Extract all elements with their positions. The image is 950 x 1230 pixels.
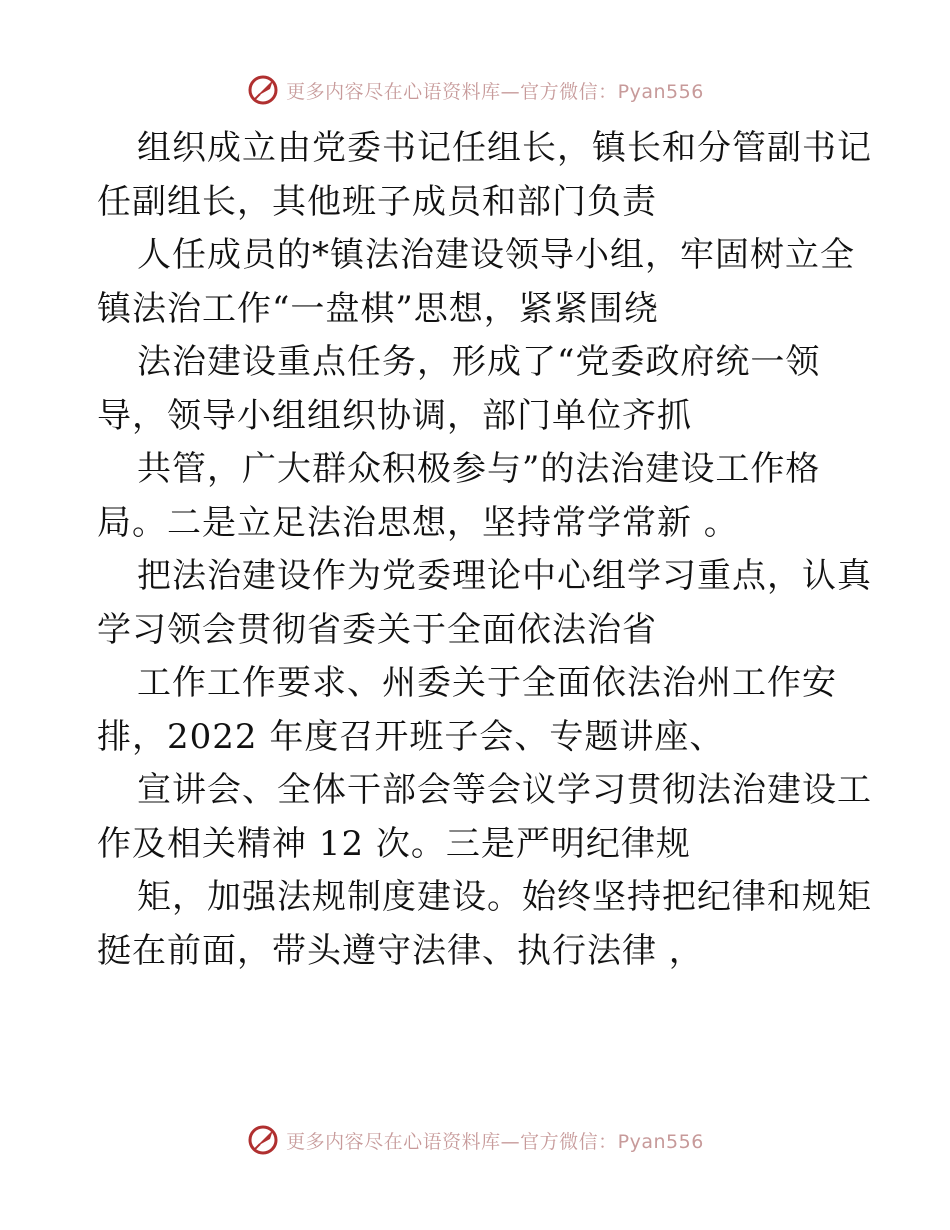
text-line: 学习领会贯彻省委关于全面依法治省 xyxy=(97,609,657,650)
text-line: 矩，加强法规制度建设。始终坚持把纪律和规矩 xyxy=(137,877,872,917)
text-line: 人任成员的*镇法治建设领导小组，牢固树立全 xyxy=(137,235,855,275)
document-body xyxy=(97,122,872,978)
quill-logo-icon xyxy=(246,1123,280,1157)
watermark-text: 更多内容尽在心语资料库—官方微信：Pyan556 xyxy=(286,80,704,103)
text-line: 工作工作要求、州委关于全面依法治州工作安 xyxy=(137,663,837,703)
paragraph xyxy=(97,229,857,336)
text-line: 排，2022 年度召开班子会、专题讲座、 xyxy=(97,716,725,757)
text-line: 挺在前面，带头遵守法律、执行法律 ， xyxy=(97,930,704,971)
text-line: 镇法治工作“一盘棋”思想，紧紧围绕 xyxy=(97,288,659,329)
text-line: 导，领导小组组织协调，部门单位齐抓 xyxy=(97,395,692,436)
paragraph xyxy=(97,443,857,550)
text-line: 任副组长，其他班子成员和部门负责 xyxy=(97,181,657,222)
paragraph xyxy=(97,122,872,229)
paragraph xyxy=(97,336,857,443)
header-watermark xyxy=(0,70,950,110)
paragraph xyxy=(97,764,872,871)
text-line: 局。二是立足法治思想，坚持常学常新 。 xyxy=(97,502,739,543)
text-line: 共管，广大群众积极参与”的法治建设工作格 xyxy=(137,449,821,489)
text-line: 把法治建设作为党委理论中心组学习重点，认真 xyxy=(137,556,872,596)
quill-logo-icon xyxy=(246,73,280,107)
paragraph xyxy=(97,550,872,657)
text-line: 作及相关精神 12 次。三是严明纪律规 xyxy=(97,823,691,864)
text-line: 宣讲会、全体干部会等会议学习贯彻法治建设工 xyxy=(137,770,872,810)
paragraph xyxy=(97,657,857,764)
watermark-text: 更多内容尽在心语资料库—官方微信：Pyan556 xyxy=(286,1130,704,1153)
text-line: 法治建设重点任务，形成了“党委政府统一领 xyxy=(137,342,821,382)
text-line: 组织成立由党委书记任组长，镇长和分管副书记 xyxy=(137,128,872,168)
paragraph xyxy=(97,871,872,978)
footer-watermark xyxy=(0,1120,950,1160)
